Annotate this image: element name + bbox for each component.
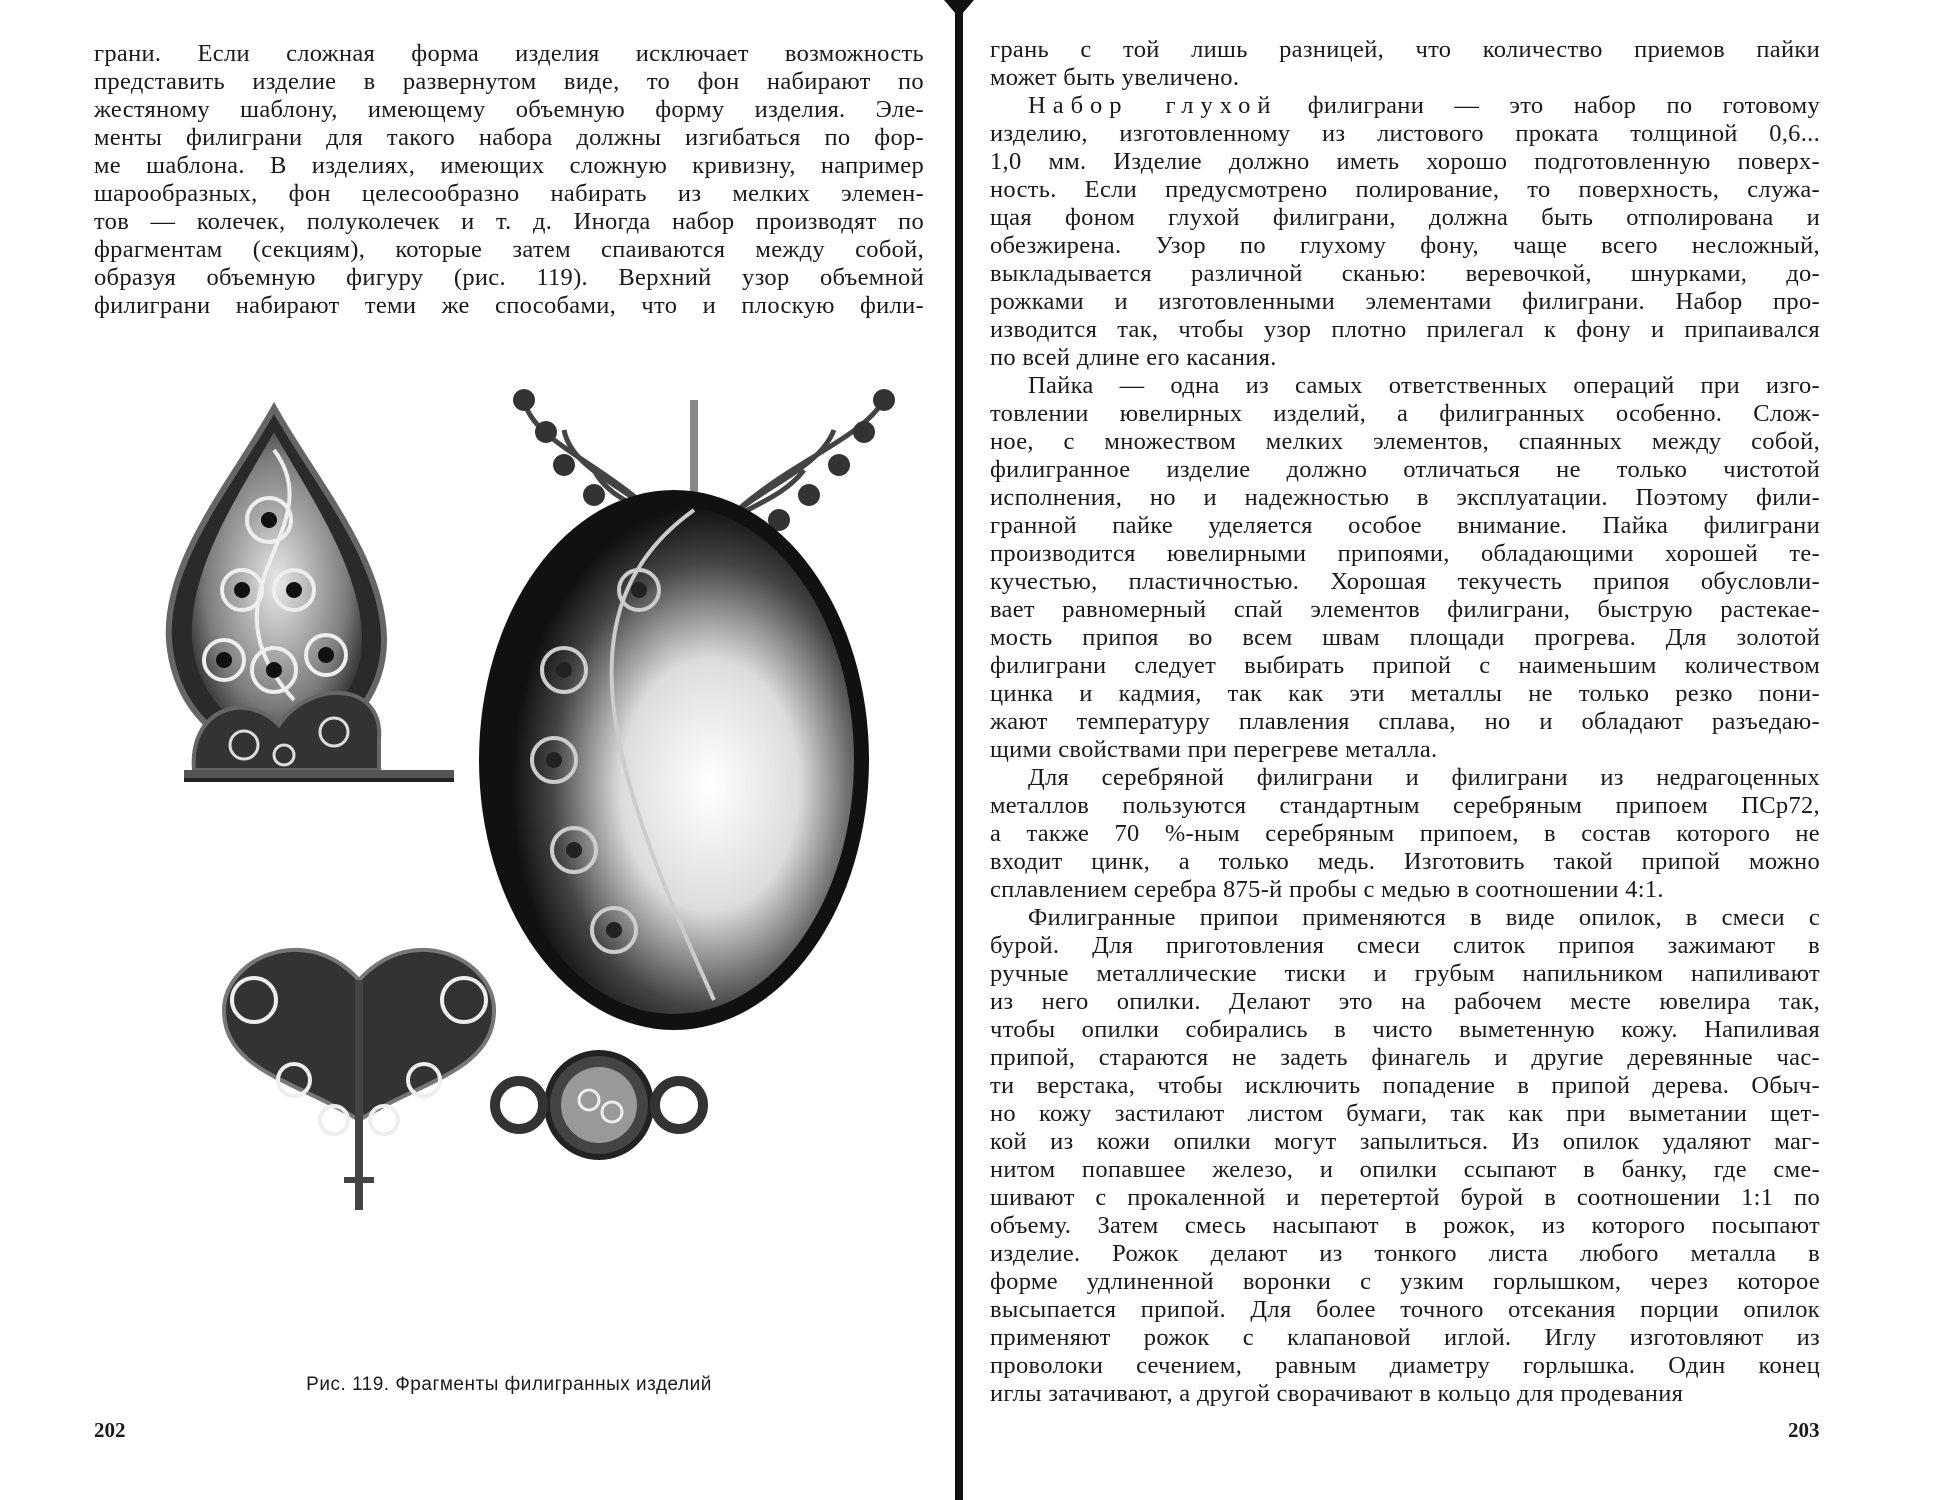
- text-line: жестяному шаблону, имеющему объемную форму изделия. Эле-: [94, 96, 924, 123]
- text-line: применяют рожок с клапановой иглой. Иглу изготовляют из: [990, 1324, 1820, 1351]
- text-line: ность. Если предусмотрено полирование, то поверхность, служа-: [990, 176, 1820, 203]
- left-page-text: [94, 40, 924, 320]
- spaced-term: Набор глухой: [1028, 92, 1278, 119]
- book-spine: [955, 0, 963, 1500]
- text-line: выкладывается различной сканью: веревочкой, шнурками, до-: [990, 260, 1820, 287]
- text-line: щими свойствами при перегреве металла.: [990, 736, 1438, 763]
- text-line: а также 70 %-ным серебряным припоем, в состав которого не: [990, 820, 1820, 847]
- round-connector-image: [495, 1053, 703, 1157]
- text-line: сплавлением серебра 875-й пробы с медью в соотношении 4:1.: [990, 876, 1664, 903]
- text-line: форме удлиненной воронки с узким горлышком, через которое: [990, 1268, 1820, 1295]
- text-line: рожками и изготовленными элементами филиграни. Набор про-: [990, 288, 1820, 315]
- oval-brooch-image: [479, 490, 869, 1030]
- text-line: высыпается припой. Для более точного отсекания порции опилок: [990, 1296, 1820, 1323]
- text-line: шарообразных, фон целесообразно набирать из мелких элемен-: [94, 180, 924, 207]
- text-line: грани. Если сложная форма изделия исключает возможность: [94, 40, 924, 67]
- text-line: производится ювелирными припоями, обладающими хорошей те-: [990, 540, 1820, 567]
- text-line: ручные металлические тиски и грубым напильником напиливают: [990, 960, 1820, 987]
- text-line: жают температуру плавления сплава, но и обладают разъедаю-: [990, 708, 1820, 735]
- text-line: изделие. Рожок делают из тонкого листа любого металла в: [990, 1240, 1820, 1267]
- text-line: входит цинк, а только медь. Изготовить такой припой можно: [990, 848, 1820, 875]
- text-line: из него опилки. Делают это на рабочем месте ювелира так,: [990, 988, 1820, 1015]
- text-line: 1,0 мм. Изделие должно иметь хорошо подготовленную поверх-: [990, 148, 1820, 175]
- text-line: бурой. Для приготовления смеси слиток припоя зажимают в: [990, 932, 1820, 959]
- page-number-right: 203: [1788, 1418, 1820, 1442]
- wing-ornament-image: [224, 950, 494, 1210]
- text-line: по всей длине его касания.: [990, 344, 1277, 371]
- text-line: филиграни следует выбирать припой с наименьшим количеством: [990, 652, 1820, 679]
- text-line: Для серебряной филиграни и филиграни из недрагоценных: [1028, 764, 1820, 791]
- page-number-left: 202: [94, 1418, 126, 1442]
- text-line: ме шаблона. В изделиях, имеющих сложную кривизну, например: [94, 152, 924, 179]
- text-line: шивают с прокаленной и перетертой бурой в соотношении 1:1 по: [990, 1184, 1820, 1211]
- text-line: представить изделие в развернутом виде, то фон набирают по: [94, 68, 924, 95]
- filigree-illustrations: [94, 360, 924, 1320]
- text-line: грань с той лишь разницей, что количество приемов пайки: [990, 36, 1820, 63]
- right-page-text: [990, 36, 1820, 1408]
- text-line: тов — колечек, полуколечек и т. д. Иногда набор производят по: [94, 208, 924, 235]
- text-line: металлов пользуются стандартным серебряным припоем ПСр72,: [990, 792, 1820, 819]
- text-line: проволоки сечением, равным диаметру горлышка. Один конец: [990, 1352, 1820, 1379]
- text-line: иглы затачивают, а другой сворачивают в кольцо для продевания: [990, 1380, 1684, 1407]
- text-line: объему. Затем смесь насыпают в рожок, из которого посыпают: [990, 1212, 1820, 1239]
- text-line: товлении ювелирных изделий, а филигранных особенно. Слож-: [990, 400, 1820, 427]
- text-run: филиграни — это набор по готовому: [1277, 92, 1820, 119]
- left-page: [0, 0, 955, 1500]
- text-line: фрагментам (секциям), которые затем спаиваются между собой,: [94, 236, 924, 263]
- text-line: кучестью, пластичностью. Хорошая текучесть припоя обусловли-: [990, 568, 1820, 595]
- text-line: щая фоном глухой филиграни, должна быть отполирована и: [990, 204, 1820, 231]
- text-line: изводится так, чтобы узор плотно прилегал к фону и припаивался: [990, 316, 1820, 343]
- text-line: ное, с множеством мелких элементов, спаянных между собой,: [990, 428, 1820, 455]
- text-line: но кожу застилают листом бумаги, так как при выметании щет-: [990, 1100, 1820, 1127]
- text-line: чтобы опилки собирались в чисто выметенную кожу. Напиливая: [990, 1016, 1820, 1043]
- text-line: менты филиграни для такого набора должны изгибаться по фор-: [94, 124, 924, 151]
- text-line: припой, стараются не задеть финагель и другие деревянные час-: [990, 1044, 1820, 1071]
- figure-119: [94, 360, 924, 1320]
- text-line: мость припоя во всем швам площади прогрева. Для золотой: [990, 624, 1820, 651]
- text-line: изделию, изготовленному из листового проката толщиной 0,6...: [990, 120, 1820, 147]
- text-line: филигранное изделие должно отличаться не только чистотой: [990, 456, 1820, 483]
- text-line: Пайка — одна из самых ответственных операций при изго-: [1028, 372, 1820, 399]
- text-line: исполнения, но и надежностью в эксплуатации. Поэтому фили-: [990, 484, 1820, 511]
- text-line: вает равномерный спай элементов филиграни, быструю растекае-: [990, 596, 1820, 623]
- text-line: образуя объемную фигуру (рис. 119). Верхний узор объемной: [94, 264, 924, 291]
- figure-caption: Рис. 119. Фрагменты филигранных изделий: [306, 1374, 712, 1395]
- text-line: [990, 92, 1820, 120]
- text-line: гранной пайке уделяется особое внимание. Пайка филиграни: [990, 512, 1820, 539]
- text-line: кой из кожи опилки могут запылиться. Из опилок удаляют маг-: [990, 1128, 1820, 1155]
- text-line: нитом попавшее железо, и опилки ссыпают в банку, где сме-: [990, 1156, 1820, 1183]
- text-line: ти верстака, чтобы исключить попадение в припой дерева. Обыч-: [990, 1072, 1820, 1099]
- text-line: может быть увеличено.: [990, 64, 1240, 91]
- text-line: Филигранные припои применяются в виде опилок, в смеси с: [1028, 904, 1820, 931]
- text-line: обезжирена. Узор по глухому фону, чаще всего несложный,: [990, 232, 1820, 259]
- text-line: филиграни набирают теми же способами, что и плоскую фили-: [94, 292, 924, 319]
- text-line: цинка и кадмия, так как эти металлы не только резко пони-: [990, 680, 1820, 707]
